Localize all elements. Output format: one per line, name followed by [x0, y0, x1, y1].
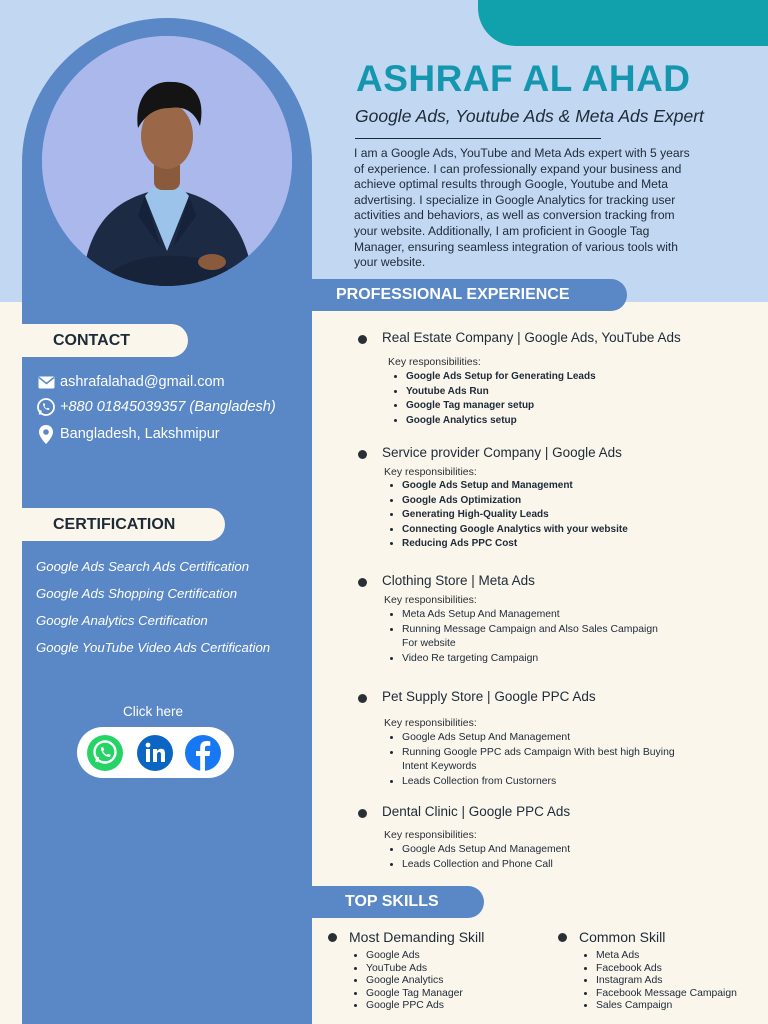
list-item: • Leads Collection and Phone Call — [402, 858, 570, 873]
list-item: • YouTube Ads — [366, 963, 463, 976]
list-item: • Meta Ads — [596, 950, 737, 963]
responsibilities-list — [402, 608, 658, 666]
list-item: • Leads Collection from Custorners — [402, 775, 675, 790]
list-item: • Google Ads Setup And Management — [402, 731, 675, 746]
list-item-continuation: For website — [402, 638, 456, 650]
list-item: • Google Ads Setup for Generating Leads — [406, 370, 596, 385]
certification-item: Google Ads Search Ads Certification — [36, 559, 250, 574]
bio-line: I am a Google Ads, YouTube and Meta Ads expert with 5 years — [354, 146, 690, 160]
location-row — [36, 424, 220, 444]
bio-line: of experience. I can professionally expand your business and — [354, 161, 682, 176]
job-title: Google Ads, Youtube Ads & Meta Ads Expert — [355, 106, 704, 126]
list-item: • Generating High-Quality Leads — [402, 508, 628, 523]
skills-heading: TOP SKILLS — [312, 886, 484, 918]
person-portrait-icon — [42, 36, 292, 286]
skills-subheading: Most Demanding Skill — [349, 929, 485, 945]
list-item: • Instagram Ads — [596, 975, 737, 988]
click-here-label: Click here — [122, 704, 184, 719]
bullet-dot — [358, 578, 367, 587]
job-title: Pet Supply Store | Google PPC Ads — [382, 689, 596, 704]
job-title: Clothing Store | Meta Ads — [382, 573, 535, 588]
list-item: • Youtube Ads Run — [406, 385, 596, 400]
bullet-dot — [358, 809, 367, 818]
skills-list — [596, 950, 737, 1013]
list-item: • Connecting Google Analytics with your website — [402, 523, 628, 538]
list-item: • Running Message Campaign and Also Sales Campaign — [402, 623, 658, 638]
list-item: • Running Google PPC ads Campaign With best high Buying — [402, 746, 675, 761]
certification-item: Google YouTube Video Ads Certification — [36, 640, 271, 655]
location-text: Bangladesh, Lakshmipur — [60, 426, 220, 442]
skills-subheading: Common Skill — [579, 929, 666, 945]
contact-heading: CONTACT — [22, 324, 188, 357]
bullet-dot — [358, 694, 367, 703]
responsibilities-list — [402, 843, 570, 872]
responsibilities-label: Key responsibilities: — [384, 717, 477, 729]
responsibilities-list — [402, 479, 628, 552]
corner-accent-shape — [478, 0, 768, 46]
bullet-dot — [358, 450, 367, 459]
list-item: • Video Re targeting Campaign — [402, 652, 658, 667]
list-item: • Google Analytics setup — [406, 414, 596, 429]
list-item: • Google Tag Manager — [366, 988, 463, 1001]
email-text: ashrafalahad@gmail.com — [60, 374, 225, 390]
list-item: • Meta Ads Setup And Management — [402, 608, 658, 623]
list-item: • Reducing Ads PPC Cost — [402, 537, 628, 552]
whatsapp-icon[interactable] — [85, 733, 125, 773]
list-item: • Google Ads Setup and Management — [402, 479, 628, 494]
bullet-dot — [558, 933, 567, 942]
phone-text: +880 01845039357 (Bangladesh) — [60, 399, 276, 415]
job-title: Real Estate Company | Google Ads, YouTube Ads — [382, 330, 681, 345]
bio-line: your website. Additionally, I am proficient in Google Tag — [354, 223, 650, 238]
certification-item: Google Analytics Certification — [36, 613, 208, 628]
bullet-dot — [358, 335, 367, 344]
list-item: • Google Analytics — [366, 975, 463, 988]
skills-list — [366, 950, 463, 1013]
bio-line: your website. — [354, 255, 426, 270]
experience-heading: PROFESSIONAL EXPERIENCE — [312, 279, 627, 311]
title-divider — [355, 138, 601, 139]
responsibilities-label: Key responsibilities: — [384, 829, 477, 841]
bullet-dot — [328, 933, 337, 942]
list-item: • Google Ads Setup And Management — [402, 843, 570, 858]
bio-paragraph — [354, 146, 744, 271]
certification-heading: CERTIFICATION — [22, 508, 225, 541]
list-item: • Facebook Ads — [596, 963, 737, 976]
bio-line: achieve optimal results through Google, Youtube and Meta — [354, 177, 668, 192]
responsibilities-list — [402, 731, 675, 789]
job-title: Dental Clinic | Google PPC Ads — [382, 804, 571, 819]
list-item: • Google Ads — [366, 950, 463, 963]
location-pin-icon — [36, 424, 56, 444]
facebook-icon[interactable] — [183, 733, 223, 773]
list-item: • Google Tag manager setup — [406, 399, 596, 414]
bio-line: Manager, ensuring seamless integration of various tools with — [354, 239, 679, 254]
linkedin-icon[interactable] — [135, 733, 175, 773]
responsibilities-label: Key responsibilities: — [384, 594, 477, 606]
bio-line: advertising. I specialize in Google Analytics for tracking user — [354, 192, 676, 207]
responsibilities-label: Key responsibilities: — [384, 466, 477, 478]
email-row[interactable] — [36, 372, 225, 392]
list-item: • Facebook Message Campaign — [596, 988, 737, 1001]
certification-item: Google Ads Shopping Certification — [36, 586, 238, 601]
whatsapp-phone-icon — [36, 397, 56, 417]
profile-photo — [42, 36, 292, 286]
list-item: • Google Ads Optimization — [402, 494, 628, 509]
responsibilities-label: Key responsibilities: — [388, 356, 481, 368]
list-item-continuation: Intent Keywords — [402, 761, 477, 773]
full-name: ASHRAF AL AHAD — [356, 58, 691, 99]
mail-icon — [36, 372, 56, 392]
responsibilities-list — [406, 370, 596, 428]
phone-row[interactable] — [36, 397, 276, 417]
list-item: • Google PPC Ads — [366, 1000, 463, 1013]
list-item: • Sales Campaign — [596, 1000, 737, 1013]
job-title: Service provider Company | Google Ads — [382, 445, 622, 460]
bio-line: activities and behaviors, as well as conversion tracking from — [354, 208, 675, 223]
